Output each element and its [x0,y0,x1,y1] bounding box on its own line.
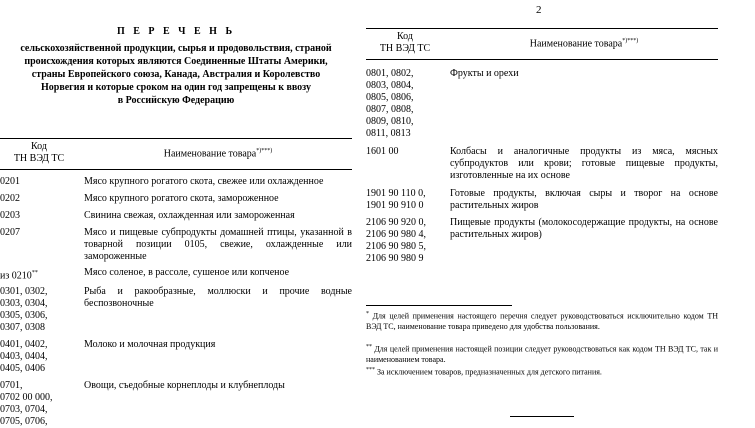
header-name [450,38,718,49]
row-code: 0201 [0,176,20,187]
header-code: Код ТН ВЭД ТС [379,31,431,54]
row-name: Мясо крупного рогатого скота, свежее или охлажденное [84,176,324,187]
left-table-header [0,138,352,170]
row-name: Готовые продукты, включая сыры и творог на основе растительных жиров [450,188,718,211]
end-separator [510,416,574,417]
subtitle-line: в Российскую Федерацию [117,95,235,106]
row-code: 0701, 0702 00 000, 0703, 0704, 0705, 0706, [0,380,53,427]
row-name: Фрукты и орехи [450,68,519,79]
header-name-text: Наименование товара [163,148,257,160]
row-name: Пищевые продукты (молокосодержащие продукты, на основе растительных жиров) [450,217,718,240]
header-code: Код ТН ВЭД ТС [13,141,65,164]
row-code: 2106 90 920 0, 2106 90 980 4, 2106 90 980 5, 2106 90 980 9 [366,217,426,264]
footnote [366,309,718,332]
row-code: 0301, 0302, 0303, 0304, 0305, 0306, 0307, 0308 [0,286,48,333]
header-name [84,148,352,159]
row-name: Колбасы и аналогичные продукты из мяса, мясных субпродуктов или крови; готовые пищевые продукты, изготовленные на их основе [450,146,718,181]
row-code-text: из 0210 [0,270,32,282]
row-code: 0203 [0,210,20,221]
row-name: Мясо крупного рогатого скота, замороженное [84,193,279,204]
footnote-text: За исключением товаров, предназначенных для детского питания. [375,367,602,377]
footnote [366,342,718,365]
subtitle-line: Норвегия и которые сроком на один год запрещены к ввозу [40,82,311,93]
row-name: Молоко и молочная продукция [84,339,216,350]
row-code-mark: ** [31,270,38,276]
document-subtitle [0,42,352,107]
subtitle-line: происхождения которых являются Соединенные Штаты Америки, [24,56,328,67]
footnote-text: Для целей применения настоящего перечня следует руководствоваться исключительно кодом ТН ВЭД ТС, наименование товара приведено для удобства пользования. [366,311,718,331]
row-code: 0207 [0,227,20,238]
row-code: 1901 90 110 0, 1901 90 910 0 [366,188,426,211]
footnote-mark: * [366,311,369,317]
row-name: Мясо и пищевые субпродукты домашней птицы, указанной в товарной позиции 0105, свежие, охлажденные или замороженные [84,227,352,262]
row-name: Мясо соленое, в рассоле, сушеное или копченое [84,267,290,278]
footnote [366,365,718,378]
right-table-header [366,28,718,60]
row-code: 0801, 0802, 0803, 0804, 0805, 0806, 0807, 0808, 0809, 0810, 0811, 0813 [366,68,414,139]
subtitle-line: сельскохозяйственной продукции, сырья и продовольствия, страной [20,43,332,54]
header-name-mark: *)***) [622,38,639,44]
row-name: Рыба и ракообразные, моллюски и прочие водные беспозвоночные [84,286,352,309]
row-name: Овощи, съедобные корнеплоды и клубнеплоды [84,380,285,391]
page-number: 2 [536,4,542,16]
subtitle-line: страны Европейского союза, Канада, Австралия и Королевство [31,69,321,80]
header-name-text: Наименование товара [529,38,623,50]
row-code: 0401, 0402, 0403, 0404, 0405, 0406 [0,339,48,374]
row-name: Свинина свежая, охлажденная или замороженная [84,210,295,221]
row-code [0,267,38,282]
header-name-mark: *)***) [256,148,273,154]
footnote-separator [366,305,512,306]
document-title: П Е Р Е Ч Е Н Ь [116,26,236,37]
row-code: 0202 [0,193,20,204]
footnote-mark: *** [366,367,375,373]
footnote-mark: ** [366,344,372,350]
footnote-text: Для целей применения настоящей позиции следует руководствоваться как кодом ТН ВЭД ТС, так и наименованием товара. [366,344,718,364]
row-code: 1601 00 [366,146,399,157]
